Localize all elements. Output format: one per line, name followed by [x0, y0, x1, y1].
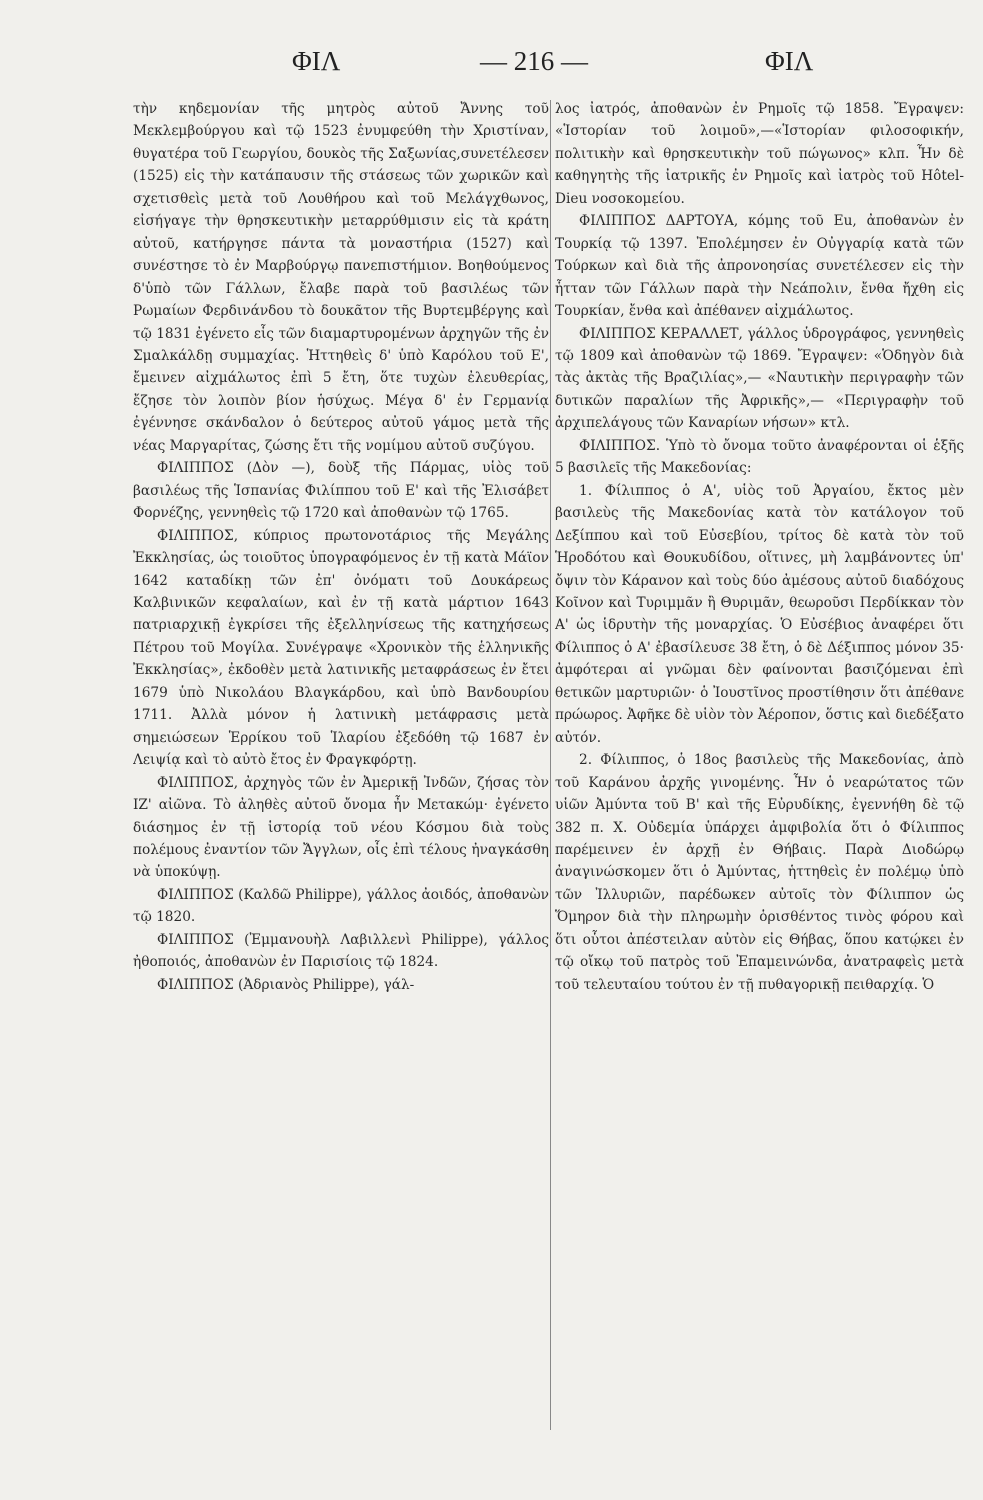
header-right-guideword: ΦΙΛ: [765, 46, 814, 76]
entry-paragraph: ΦΙΛΙΠΠΟΣ (Ἐμμανουὴλ Λαβιλλενὶ Philippe), γάλλος ἠθοποιός, ἀποθανὼν ἐν Παρισίοις τῷ 1824.: [133, 931, 549, 971]
header-left-guideword: ΦΙΛ: [292, 46, 341, 76]
column-divider: [550, 100, 551, 1430]
running-header: [0, 46, 983, 86]
entry-paragraph: τὴν κηδεμονίαν τῆς μητρὸς αὐτοῦ Ἄννης τοῦ Μεκλεμβούργου καὶ τῷ 1523 ἐνυμφεύθη τὴν Χριστίναν, θυγατέρα τοῦ Γεωργίου, δουκὸς τῆς Σαξωνίας,συνετέλεσεν (1525) εἰς τὴν κατάπαυσιν τῆς στάσεως τῶν χωρικῶν καὶ σχετισθεὶς μετὰ τοῦ Λουθήρου καὶ τοῦ Μελάγχθωνος, εἰσήγαγε τὴν θρησκευτικὴν μεταρρύθμισιν εἰς τὰ κράτη αὐτοῦ, κατήργησε πάντα τὰ μοναστήρια (1527) καὶ συνέστησε τὸ ἐν Μαρβούργῳ πανεπιστήμιον. Βοηθούμενος δ'ὑπὸ τῶν Γάλλων, ἔλαβε παρὰ τοῦ βασιλέως τῶν Ρωμαίων Φερδινάνδου τὸ δουκᾶτον τῆς Βυρτεμβέργης καὶ τῷ 1831 ἐγένετο εἷς τῶν διαμαρτυρομένων ἀρχηγῶν τῆς ἐν Σμαλκάλδῃ συμμαχίας. Ἡττηθεὶς δ' ὑπὸ Καρόλου τοῦ Ε', ἔμεινεν αἰχμάλωτος ἐπὶ 5 ἔτη, ὅτε τυχὼν ἐλευθερίας, ἔζησε τὸν λοιπὸν βίον ἡσύχως. Μέγα δ' ἐν Γερμανίᾳ ἐγέννησε σκάνδαλον ὁ δεύτερος αὐτοῦ γάμος μετὰ τῆς νέας Μαργαρίτας, ζώσης ἔτι τῆς νομίμου αὐτοῦ συζύγου.: [133, 101, 549, 454]
left-column: [133, 98, 549, 1478]
entry-paragraph: 1. Φίλιππος ὁ Α', υἱὸς τοῦ Ἀργαίου, ἔκτος μὲν βασιλεὺς τῆς Μακεδονίας κατὰ τὸν κατάλογον τοῦ Δεξίππου καὶ τοῦ Εὐσεβίου, τρίτος δὲ κατὰ τὸν τοῦ Ἡροδότου καὶ Θουκυδίδου, οἵτινες, μὴ λαμβάνοντες ὑπ' ὄψιν τὸν Κάρανον καὶ τοὺς δύο ἀμέσους αὐτοῦ διαδόχους Κοῖνον καὶ Τυριμμᾶν ἢ Θυριμᾶν, θεωροῦσι Περδίκκαν τὸν Α' ὡς ἱδρυτὴν τῆς μοναρχίας. Ὁ Εὐσέβιος ἀναφέρει ὅτι Φίλιππος ὁ Α' ἐβασίλευσε 38 ἔτη, ὁ δὲ Δέξιππος μόνον 35· ἀμφότεραι αἱ γνῶμαι δὲν φαίνονται βασιζόμεναι ἐπὶ θετικῶν μαρτυριῶν· ὁ Ἰουστῖνος προστίθησιν ὅτι ἀπέθανε πρώωρος. Ἀφῆκε δὲ υἱὸν τὸν Ἀέροπον, ὅστις καὶ διεδέξατο αὐτόν.: [555, 482, 964, 746]
entry-paragraph: ΦΙΛΙΠΠΟΣ, ἀρχηγὸς τῶν ἐν Ἀμερικῇ Ἰνδῶν, ζήσας τὸν ΙΖ' αἰῶνα. Τὸ ἀληθὲς αὐτοῦ ὄνομα ἦν Μετακώμ· ἐγένετο διάσημος ἐν τῇ ἱστορίᾳ τοῦ νέου Κόσμου διὰ τοὺς πολέμους ἐναντίον τῶν Ἄγγλων, οἷς ἐπὶ τέλους ἠναγκάσθη νὰ ὑποκύψῃ.: [133, 774, 549, 881]
right-column: [555, 98, 964, 1478]
entry-paragraph: 2. Φίλιππος, ὁ 18ος βασιλεὺς τῆς Μακεδονίας, ἀπὸ τοῦ Καράνου ἀρχῆς γινομένης. Ἦν ὁ νεαρώτατος τῶν υἱῶν Ἀμύντα τοῦ Β' καὶ τῆς Εὐρυδίκης, ἐγεννήθη δὲ τῷ 382 π. Χ. Οὐδεμία ὑπάρχει ἀμφιβολία ὅτι ὁ Φίλιππος παρέμεινεν ἐν ἀρχῇ ἐν Θήβαις. Παρὰ Διοδώρῳ ἀναγινώσκομεν ὅτι ὁ Ἀμύντας, ἡττηθεὶς ἐν πολέμῳ ὑπὸ τῶν Ἰλλυριῶν, παρέδωκεν αὐτοῖς τὸν Φίλιππον ὡς Ὅμηρον διὰ τὴν πληρωμὴν ὁρισθέντος τινὸς φόρου καὶ ὅτι οὗτοι ἀπέστειλαν αὐτὸν εἰς Θήβας, ὅπου κατῴκει ἐν τῷ οἴκῳ τοῦ πατρὸς τοῦ Ἐπαμεινώνδα, ἀνατραφεὶς μετὰ τοῦ τελευταίου τούτου ἐν τῇ πυθαγορικῇ πειθαρχίᾳ. Ὁ: [555, 752, 964, 993]
entry-paragraph: ΦΙΛΙΠΠΟΣ. Ὑπὸ τὸ ὄνομα τοῦτο ἀναφέρονται οἱ ἑξῆς 5 βασιλεῖς τῆς Μακεδονίας:: [555, 437, 964, 477]
entry-paragraph: ΦΙΛΙΠΠΟΣ (Ἀδριανὸς Philippe), γάλ-: [157, 976, 415, 993]
page-number: — 216 —: [480, 46, 588, 76]
entry-paragraph: ΦΙΛΙΠΠΟΣ ΔΑΡΤΟΥΑ, κόμης τοῦ Eu, ἀποθανὼν ἐν Τουρκίᾳ τῷ 1397. Ἐπολέμησεν ἐν Οὐγγαρίᾳ κατὰ τῶν Τούρκων καὶ διὰ τῆς ἀπρονοησίας συνετέλεσεν εἰς τὴν ἧτταν τῶν Γάλλων παρὰ τὴν Νεάπολιν, ἔνθα ἤχθη εἰς Τουρκίαν, ἔνθα καὶ ἀπέθανεν αἰχμάλωτος.: [555, 213, 964, 320]
entry-paragraph: ΦΙΛΙΠΠΟΣ, κύπριος πρωτονοτάριος τῆς Μεγάλης Ἐκκλησίας, ὡς τοιοῦτος ὑπογραφόμενος ἐν τῇ κατὰ Μάϊον 1642 καταδίκῃ τῶν ἐπ' ὀνόματι τοῦ Δουκάρεως Καλβινικῶν κεφαλαίων, καὶ ἐν τῇ κατὰ μάρτιον 1643 πατριαρχικῇ ἐγκρίσει τῆς ἐξελληνίσεως τῆς κατηχήσεως Πέτρου τοῦ Μογίλα. Συνέγραψε «Χρονικὸν τῆς ἑλληνικῆς Ἐκκλησίας», ἐκδοθὲν μετὰ λατινικῆς μεταφράσεως ἐν ἔτει 1679 ὑπὸ Νικολάου Βλαγκάρδου, καὶ ὑπὸ Βανδουρίου 1711. Ἀλλὰ μόνον ἡ λατινικὴ μετάφρασις μετὰ σημειώσεων Ἑρρίκου τοῦ Ἱλαρίου ἐξεδόθη τῷ 1687 ἐν Λειψίᾳ καὶ τὸ αὐτὸ ἔτος ἐν Φραγκφόρτῃ.: [133, 527, 549, 769]
entry-paragraph: ΦΙΛΙΠΠΟΣ (Δὸν —), δοὺξ τῆς Πάρμας, υἱὸς τοῦ βασιλέως τῆς Ἱσπανίας Φιλίππου τοῦ Ε' καὶ τῆς Ἐλισάβετ Φορνέζης, γεννηθεὶς τῷ 1720 καὶ ἀποθανὼν τῷ 1765.: [133, 460, 549, 522]
entry-paragraph: λος ἰατρός, ἀποθανὼν ἐν Ρημοῖς τῷ 1858. Ἔγραψεν: «Ἱστορίαν τοῦ λοιμοῦ»,—«Ἱστορίαν φιλοσοφικήν, πολιτικὴν καὶ θρησκευτικὴν τοῦ πώγωνος» κλπ. Ἦν δὲ καθηγητὴς τῆς ἰατρικῆς ἐν Ρημοῖς καὶ ἰατρὸς τοῦ Hôtel-Dieu νοσοκομείου.: [555, 101, 964, 207]
entry-paragraph: ΦΙΛΙΠΠΟΣ ΚΕΡΑΛΛΕΤ, γάλλος ὑδρογράφος, γεννηθεὶς τῷ 1809 καὶ ἀποθανὼν τῷ 1869. Ἔγραψεν: «Ὁδηγὸν διὰ τὰς ἀκτὰς τῆς Βραζιλίας»,— «Ναυτικὴν περιγραφὴν τῶν δυτικῶν παραλίων τῆς Ἀφρικῆς»,— «Περιγραφὴν τοῦ ἀρχιπελάγους τῶν Καναρίων νήσων» κτλ.: [555, 325, 964, 432]
entry-paragraph: ΦΙΛΙΠΠΟΣ (Καλδῶ Philippe), γάλλος ἀοιδός, ἀποθανὼν τῷ 1820.: [133, 886, 549, 926]
